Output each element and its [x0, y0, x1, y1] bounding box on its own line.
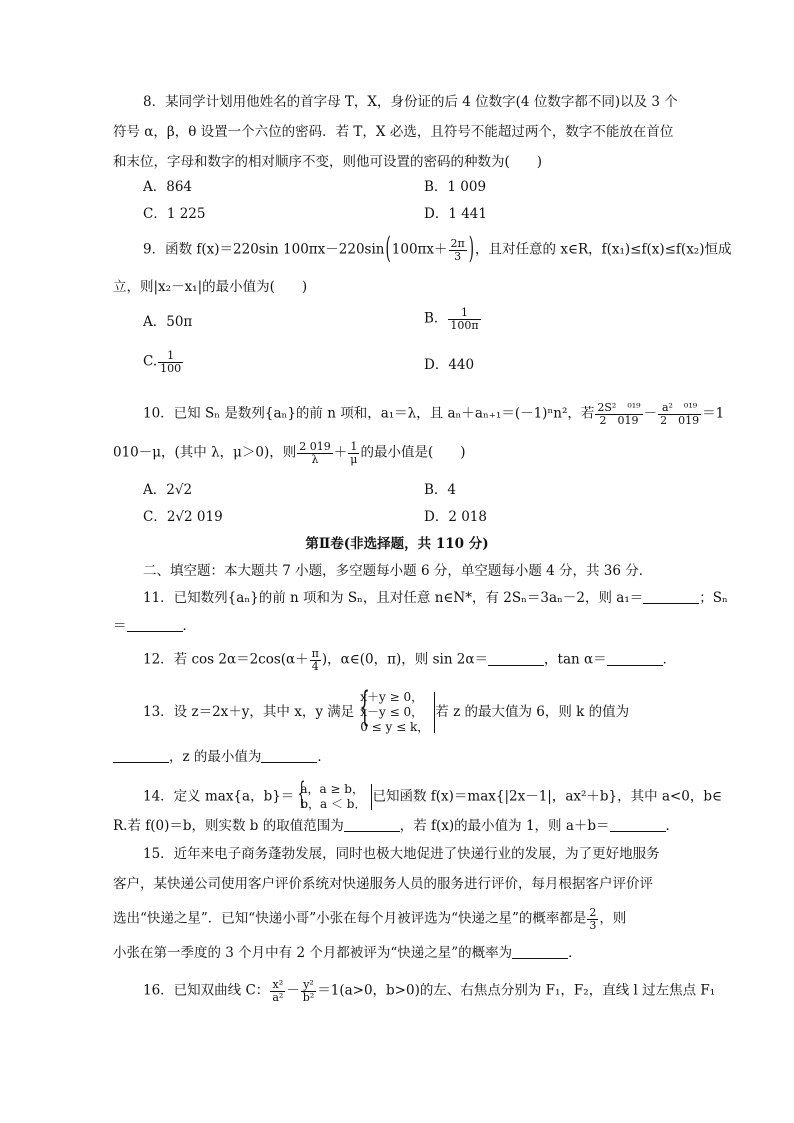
q10-option-b: B．4	[424, 482, 457, 498]
q10-line1: 10．已知 Sₙ 是数列{aₙ}的前 n 项和，a₁＝λ，且 aₙ＋aₙ₊₁＝(－1)ⁿn²，若 $\frac{\text{2S² ⁰¹⁹}}{2 019}$ － $\frac{\text{a² ⁰¹⁹}}{2 019}$ ＝1	[143, 401, 725, 427]
q14-line1: 14．定义 max{a，b}＝ { a，a ≥ b， b，a ＜ b． 已知函数 f(x)＝max{|2x－1|，ax²＋b}，其中 a<0，b∈	[143, 776, 723, 811]
q8-line2: 符号 α，β，θ 设置一个六位的密码．若 T，X 必选，且符号不能超过两个，数字不能放在首位	[113, 124, 674, 140]
q15-line1: 15．近年来电子商务蓬勃发展，同时也极大地促进了快递行业的发展，为了更好地服务	[143, 846, 660, 862]
section-intro: 二、填空题：本大题共 7 小题，多空题每小题 6 分，单空题每小题 4 分，共 36 分．	[143, 563, 653, 579]
q8-option-a: A．864	[143, 179, 193, 195]
q9-option-a: A．50π	[143, 314, 193, 330]
q9-line2: 立，则|x₂－x₁|的最小值为( )	[113, 279, 308, 295]
q15-line4: 小张在第一季度的 3 个月中有 2 个月都被评为“快递之星”的概率为 ．	[113, 945, 582, 961]
q14-blank-1[interactable]	[344, 819, 400, 832]
q10-option-a: A．2√2	[143, 482, 193, 498]
q13-line1: 13．设 z＝2x＋y，其中 x，y 满足 { x＋y ≥ 0， x－y ≤ 0， 0 ≤ y ≤ k， 若 z 的最大值为 6，则 k 的值为	[143, 684, 630, 734]
q13-line2: ，z 的最小值为 ．	[113, 750, 331, 765]
q9-inner: 100πx＋	[391, 241, 448, 258]
q13-blank-1[interactable]	[113, 750, 169, 763]
q12-blank-1[interactable]	[488, 653, 544, 666]
q15-line3: 选出“快递之星”．已知“快递小哥”小张在每个月被评选为“快递之星”的概率都是 $\frac{2}{3}$ ，则	[113, 906, 627, 932]
q12-line: 12．若 cos 2α＝2cos(α＋ $\frac{\pi}{4}$ )，α∈(0，π)，则 sin 2α＝ ，tan α＝ ．	[143, 647, 677, 673]
q11-line2: ＝ ．	[113, 618, 196, 634]
q10-option-c: C．2√2 019	[143, 509, 223, 525]
q9-fraction: $\frac{2\pi}{3}$	[450, 237, 465, 263]
q10-line2: 010－μ，(其中 λ，μ＞0)，则 $\frac{2 019}{\lambda}$ ＋ $\frac{1}{\mu}$ 的最小值是( )	[113, 440, 466, 466]
q15-blank[interactable]	[512, 946, 568, 959]
q9-line1: 9．函数 f(x)＝220sin 100πx－220sin(100πx＋ $\frac{2\pi}{3}$ )，且对任意的 x∈R，f(x₁)≤f(x)≤f(x₂)恒成	[143, 231, 732, 267]
q8-line1: 8．某同学计划用他姓名的首字母 T，X，身份证的后 4 位数字(4 位数字都不同)以及 3 个	[143, 94, 678, 110]
q14-blank-2[interactable]	[610, 819, 666, 832]
q14-line2: R.若 f(0)＝b，则实数 b 的取值范围为 ，若 f(x)的最小值为 1，则 a＋b＝ ．	[113, 818, 680, 834]
q11-blank-2[interactable]	[127, 619, 183, 632]
q9-line1-post: ，且对任意的 x∈R，f(x₁)≤f(x)≤f(x₂)恒成	[475, 241, 732, 258]
q13-blank-2[interactable]	[261, 750, 317, 763]
q11-line1: 11．已知数列{aₙ}的前 n 项和为 Sₙ，且对任意 n∈N*，有 2Sₙ＝3aₙ－2，则 a₁＝ ；Sₙ	[143, 590, 728, 606]
q12-blank-2[interactable]	[607, 653, 663, 666]
q8-option-c: C．1 225	[143, 206, 206, 222]
q9-line1-pre: 9．函数 f(x)＝220sin 100πx－220sin	[143, 241, 385, 258]
q13-constraint-system: { x＋y ≥ 0， x－y ≤ 0， 0 ≤ y ≤ k，	[354, 690, 435, 735]
q11-blank-1[interactable]	[643, 591, 699, 604]
q9-option-d: D．440	[424, 357, 475, 373]
q9-option-b: B． $\frac{1}{100\pi}$	[424, 306, 479, 332]
q16-line1: 16．已知双曲线 C： $\frac{\text{x²}}{\text{a²}}$ － $\frac{\text{y²}}{\text{b²}}$ ＝1(a>0，b>0)的左、右焦点分别为 F₁，F₂，直线 l 过左焦点 F₁	[143, 978, 716, 1004]
section-title: 第Ⅱ卷(非选择题，共 110 分)	[305, 536, 489, 552]
q8-option-d: D．1 441	[424, 206, 487, 222]
q15-line2: 客户，某快递公司使用客户评价系统对快递服务人员的服务进行评价，每月根据客户评价评	[113, 876, 653, 892]
q10-option-d: D．2 018	[424, 509, 487, 525]
q8-line3: 和末位，字母和数字的相对顺序不变，则他可设置的密码的种数为( )	[113, 154, 543, 170]
q8-option-b: B．1 009	[424, 179, 487, 195]
q14-max-definition: { a，a ≥ b， b，a ＜ b．	[294, 782, 372, 812]
q9-option-c: C. $\frac{1}{100}$	[143, 349, 182, 375]
